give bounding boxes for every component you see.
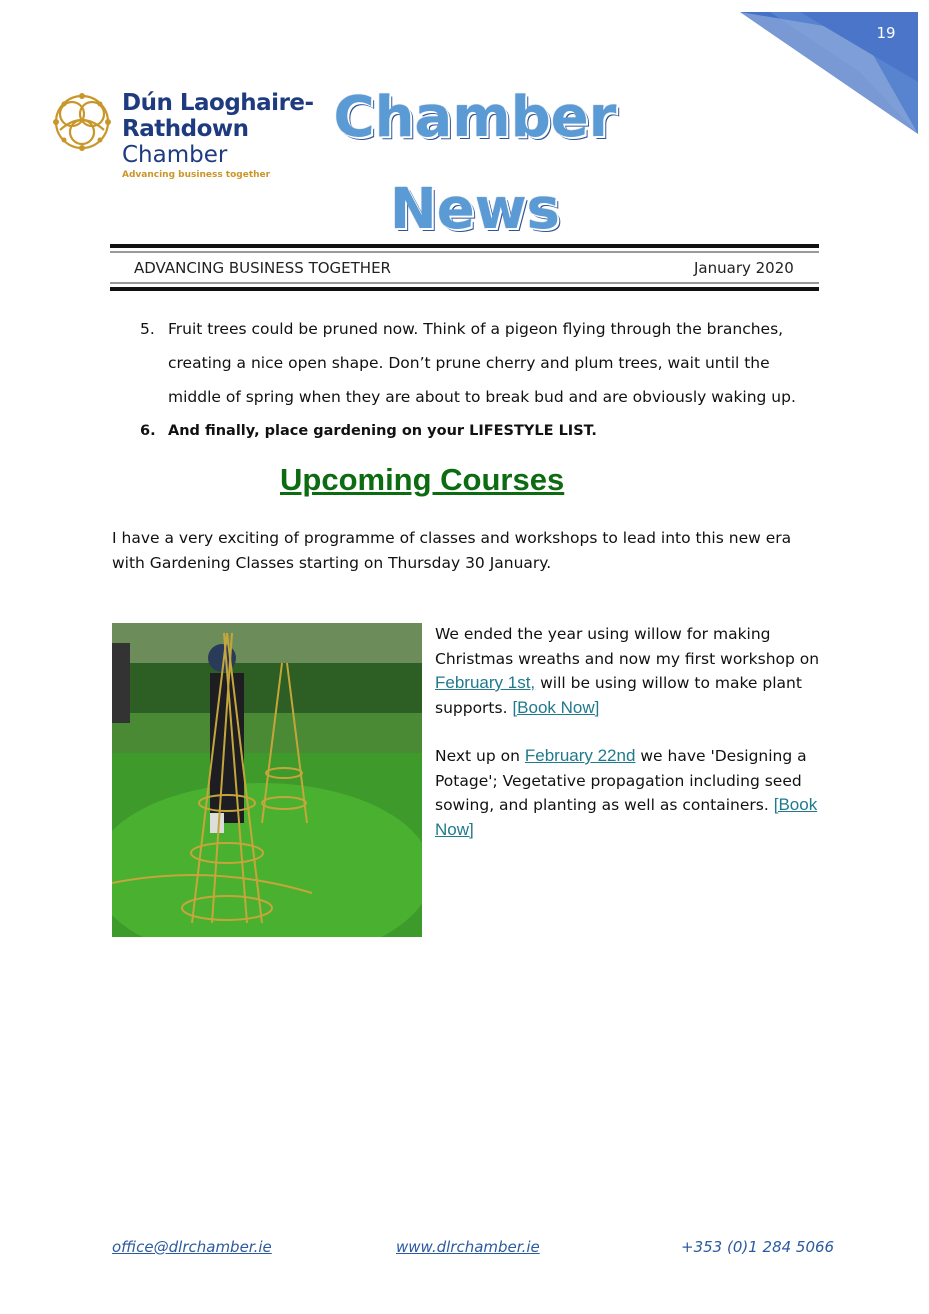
strapline-date: January 2020 (694, 259, 794, 277)
course-paragraph-2 (435, 744, 820, 842)
section-heading: Upcoming Courses (280, 462, 565, 497)
chamber-logo-icon (50, 90, 114, 154)
strapline-left: ADVANCING BUSINESS TOGETHER (134, 259, 391, 277)
list-item-text: And finally, place gardening on your LIFESTYLE LIST. (168, 423, 597, 439)
text: we have 'Designing a Potage'; Vegetative propagation including seed sowing, and planting as well as containers. (435, 747, 807, 814)
org-name-line2: Rathdown (122, 116, 249, 142)
page-number: 19 (876, 24, 896, 42)
masthead-line2: News (390, 177, 560, 242)
text: We ended the year using willow for making Christmas wreaths and now my first workshop on (435, 625, 820, 668)
text: will be using willow to make plant supports. (435, 674, 802, 717)
february-22nd-link[interactable]: February 22nd (524, 746, 636, 765)
masthead-title (320, 72, 630, 256)
header-rule-bottom (110, 282, 819, 291)
tips-list (140, 312, 820, 448)
intro-paragraph: I have a very exciting of programme of classes and workshops to lead into this new era with Gardening Classes starting on Thursday 30 January. (112, 529, 792, 572)
list-item (140, 414, 820, 448)
text: Next up on (435, 747, 525, 765)
masthead-line1: Chamber (333, 85, 617, 150)
courses-text (435, 622, 820, 866)
org-tagline: Advancing business together (122, 170, 271, 180)
org-name (122, 90, 314, 168)
org-name-line3: Chamber (122, 142, 228, 168)
footer-website-link[interactable]: www.dlrchamber.ie (396, 1238, 540, 1256)
org-name-line1: Dún Laoghaire- (122, 90, 314, 116)
february-1st-link[interactable]: February 1st, (435, 673, 536, 692)
footer-email-link[interactable]: office@dlrchamber.ie (112, 1238, 272, 1256)
book-now-link[interactable]: [Book Now] (435, 795, 818, 839)
list-item-text: Fruit trees could be pruned now. Think of a pigeon flying through the branches, creating a nice open shape. Don’t prune cherry and plum trees, wait until the middle of spring when they are about to break bud and are obviously waking up. (168, 320, 796, 406)
list-item (140, 312, 820, 414)
header-rule-top (110, 244, 819, 253)
course-paragraph-1 (435, 622, 820, 720)
list-item-number: 6. (140, 423, 156, 439)
footer-phone: +353 (0)1 284 5066 (681, 1238, 835, 1256)
willow-garden-photo (112, 623, 422, 937)
list-item-number: 5. (140, 320, 155, 338)
book-now-link[interactable]: [Book Now] (512, 697, 600, 717)
